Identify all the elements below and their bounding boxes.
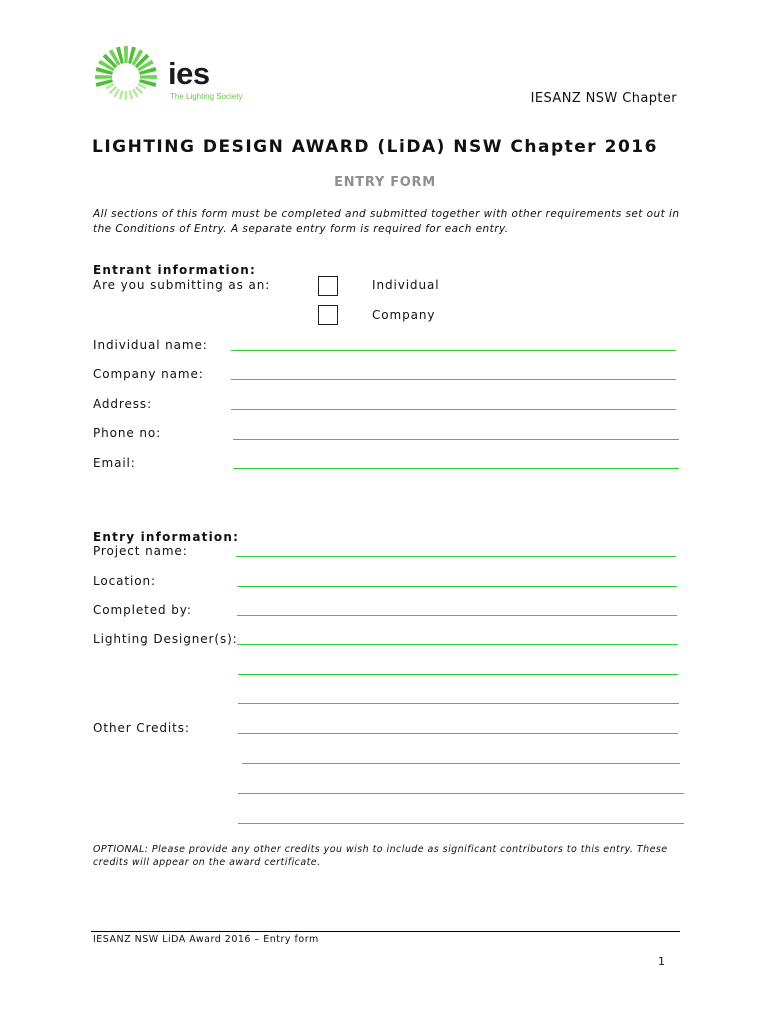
location-field[interactable] bbox=[237, 586, 677, 587]
logo-ray bbox=[124, 46, 128, 63]
logo-ray bbox=[140, 75, 157, 79]
company-name-field[interactable] bbox=[231, 379, 676, 380]
footer-text: IESANZ NSW LiDA Award 2016 – Entry form bbox=[93, 934, 319, 945]
other-credits-label: Other Credits: bbox=[93, 721, 190, 735]
individual-option-label: Individual bbox=[372, 278, 440, 292]
page-number: 1 bbox=[658, 955, 665, 968]
document-subtitle: ENTRY FORM bbox=[334, 175, 436, 190]
individual-name-label: Individual name: bbox=[93, 338, 208, 352]
completed-by-label: Completed by: bbox=[93, 603, 192, 617]
other-credits-field-line-4[interactable] bbox=[238, 823, 684, 824]
company-name-label: Company name: bbox=[93, 367, 204, 381]
logo-tagline: The Lighting Society bbox=[170, 92, 243, 101]
submitting-as-question: Are you submitting as an: bbox=[93, 278, 271, 292]
footer-divider bbox=[91, 931, 680, 932]
entry-heading: Entry information: bbox=[93, 530, 240, 544]
other-credits-field[interactable] bbox=[238, 733, 678, 734]
lighting-designer-field[interactable] bbox=[237, 644, 678, 645]
project-name-label: Project name: bbox=[93, 544, 188, 558]
other-credits-field-line-2[interactable] bbox=[242, 763, 680, 764]
address-label: Address: bbox=[93, 397, 153, 411]
phone-field[interactable] bbox=[233, 439, 679, 440]
individual-checkbox[interactable] bbox=[318, 276, 338, 296]
logo-ray bbox=[125, 91, 128, 100]
entrant-heading: Entrant information: bbox=[93, 263, 257, 277]
completed-by-field[interactable] bbox=[237, 615, 677, 616]
location-label: Location: bbox=[93, 574, 156, 588]
company-option-label: Company bbox=[372, 308, 436, 322]
lighting-designer-label: Lighting Designer(s): bbox=[93, 632, 238, 646]
logo-wordmark: ies bbox=[168, 56, 210, 91]
lighting-designer-field-line-2[interactable] bbox=[238, 674, 678, 675]
other-credits-field-line-3[interactable] bbox=[238, 793, 684, 794]
lighting-designer-field-line-3[interactable] bbox=[238, 703, 679, 704]
project-name-field[interactable] bbox=[236, 556, 676, 557]
phone-label: Phone no: bbox=[93, 426, 162, 440]
optional-note: OPTIONAL: Please provide any other credits you wish to include as significant contributors to this entry. These credits will appear on the award certificate. bbox=[93, 844, 668, 868]
intro-text: All sections of this form must be completed and submitted together with other requirements set out in the Conditions of Entry. A separate entry form is required for each entry. bbox=[93, 208, 680, 235]
email-label: Email: bbox=[93, 456, 136, 470]
logo-ray bbox=[128, 90, 133, 99]
individual-name-field[interactable] bbox=[231, 350, 676, 351]
email-field[interactable] bbox=[233, 468, 679, 469]
company-checkbox[interactable] bbox=[318, 305, 338, 325]
document-title: LIGHTING DESIGN AWARD (LiDA) NSW Chapter 2016 bbox=[92, 137, 658, 157]
address-field[interactable] bbox=[231, 409, 676, 410]
chapter-label: IESANZ NSW Chapter bbox=[530, 91, 677, 106]
logo-ray bbox=[95, 75, 112, 79]
logo-ray bbox=[119, 90, 124, 99]
